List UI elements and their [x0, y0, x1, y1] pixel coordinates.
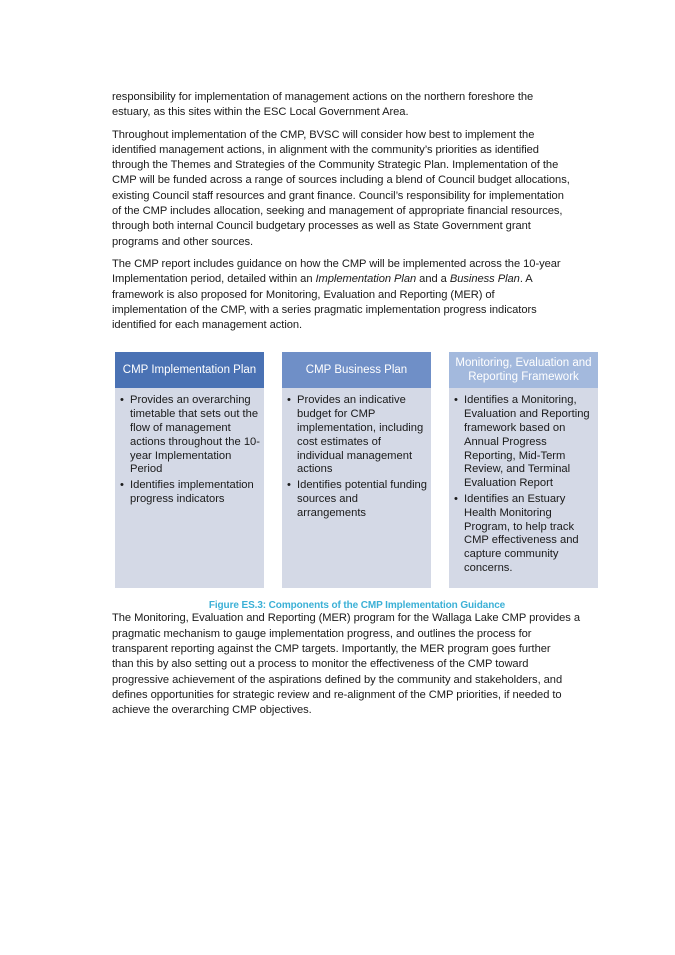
bullet-glyph: • [454, 394, 458, 407]
text-line: programs and other sources. [112, 235, 254, 248]
column-header: Monitoring, Evaluation and Reporting Framework [449, 352, 598, 388]
bullet-text: Identifies implementation progress indicators [130, 479, 254, 506]
bullet-glyph: • [120, 479, 124, 492]
bullet-text: Identifies a Monitoring, Evaluation and Reporting framework based on Annual Progress Reporting, Mid-Term Review, and Terminal Evaluation Report [464, 394, 590, 490]
text-line: defines opportunities for strategic review and re-alignment of the CMP priorities, if needed to [112, 688, 562, 701]
paragraph-2 [112, 128, 602, 250]
bullet-item [119, 394, 260, 477]
document-page [112, 90, 602, 726]
text-line: through the Themes and Strategies of the Community Strategic Plan. Implementation of the [112, 159, 559, 172]
implementation-plan-column [115, 352, 264, 588]
text-line: The CMP report includes guidance on how the CMP will be implemented across the 10-year [112, 257, 561, 270]
text-line: Throughout implementation of the CMP, BVSC will consider how best to implement the [112, 128, 535, 141]
business-plan-column [282, 352, 431, 588]
text-line: pragmatic mechanism to gauge implementation progress, and outlines the process for [112, 627, 532, 640]
implementation-guidance-figure [112, 352, 602, 592]
bullet-glyph: • [120, 394, 124, 407]
text-line: of the CMP includes allocation, seeking and management of appropriate financial resources, [112, 205, 563, 218]
text-run: and a [416, 273, 450, 286]
text-line: progressive achievement of the aspirations defined by the community and stakeholders, and [112, 673, 563, 686]
text-line: than this by also setting out a process to monitor the effectiveness of the CMP toward [112, 658, 529, 671]
mer-framework-column [449, 352, 598, 588]
text-line: achieve the overarching CMP objectives. [112, 704, 312, 717]
bullet-text: Provides an overarching timetable that sets out the flow of management actions throughout the 10-year Implementation Period [130, 394, 260, 476]
text-line: responsibility for implementation of management actions on the northern foreshore the [112, 91, 534, 103]
bullet-glyph: • [287, 394, 291, 407]
text-line: estuary, as this sites within the ESC Local Government Area. [112, 106, 409, 119]
text-line: identified management actions, in alignment with the community’s priorities as identified [112, 143, 539, 156]
text-line: existing Council staff resources and grant finance. Council’s responsibility for implementation [112, 189, 564, 202]
paragraph-4 [112, 611, 602, 718]
business-plan-emphasis: Business Plan [449, 273, 520, 286]
bullet-item [286, 394, 427, 477]
bullet-text: Identifies an Estuary Health Monitoring Program, to help track CMP effectiveness and capture community concerns. [464, 493, 579, 575]
text-line: CMP will be funded across a range of sources including a blend of Council budget allocations, [112, 174, 570, 187]
paragraph-3 [112, 257, 602, 333]
text-run: . A [519, 273, 533, 286]
bullet-list [115, 388, 264, 506]
bullet-item [453, 493, 594, 576]
text-line: through both internal Council budgetary processes as well as State Government grant [112, 220, 531, 233]
implementation-plan-emphasis: Implementation Plan [315, 273, 417, 286]
text-line: identified for each management action. [112, 319, 303, 332]
bullet-list [282, 388, 431, 520]
bullet-item [286, 479, 427, 520]
bullet-list [449, 388, 598, 575]
text-line: The Monitoring, Evaluation and Reporting (MER) program for the Wallaga Lake CMP provides a [112, 612, 580, 625]
bullet-glyph: • [454, 493, 458, 506]
figure-caption: Figure ES.3: Components of the CMP Implementation Guidance [208, 600, 506, 612]
bullet-glyph: • [287, 479, 291, 492]
text-line: framework is also proposed for Monitoring, Evaluation and Reporting (MER) of [112, 288, 495, 301]
bullet-item [453, 394, 594, 491]
text-line: implementation of the CMP, with a series pragmatic implementation progress indicators [112, 303, 537, 316]
paragraph-1 [112, 90, 602, 121]
bullet-text: Identifies potential funding sources and arrangements [297, 479, 427, 519]
column-header: CMP Implementation Plan [115, 352, 264, 388]
text-line: transparent reporting against the CMP targets. Importantly, the MER program goes further [112, 643, 551, 656]
column-header: CMP Business Plan [282, 352, 431, 388]
text-line [112, 272, 602, 287]
bullet-item [119, 479, 260, 507]
text-run: Implementation period, detailed within an [112, 273, 316, 286]
bullet-text: Provides an indicative budget for CMP implementation, including cost estimates of individual management actions [297, 394, 424, 476]
